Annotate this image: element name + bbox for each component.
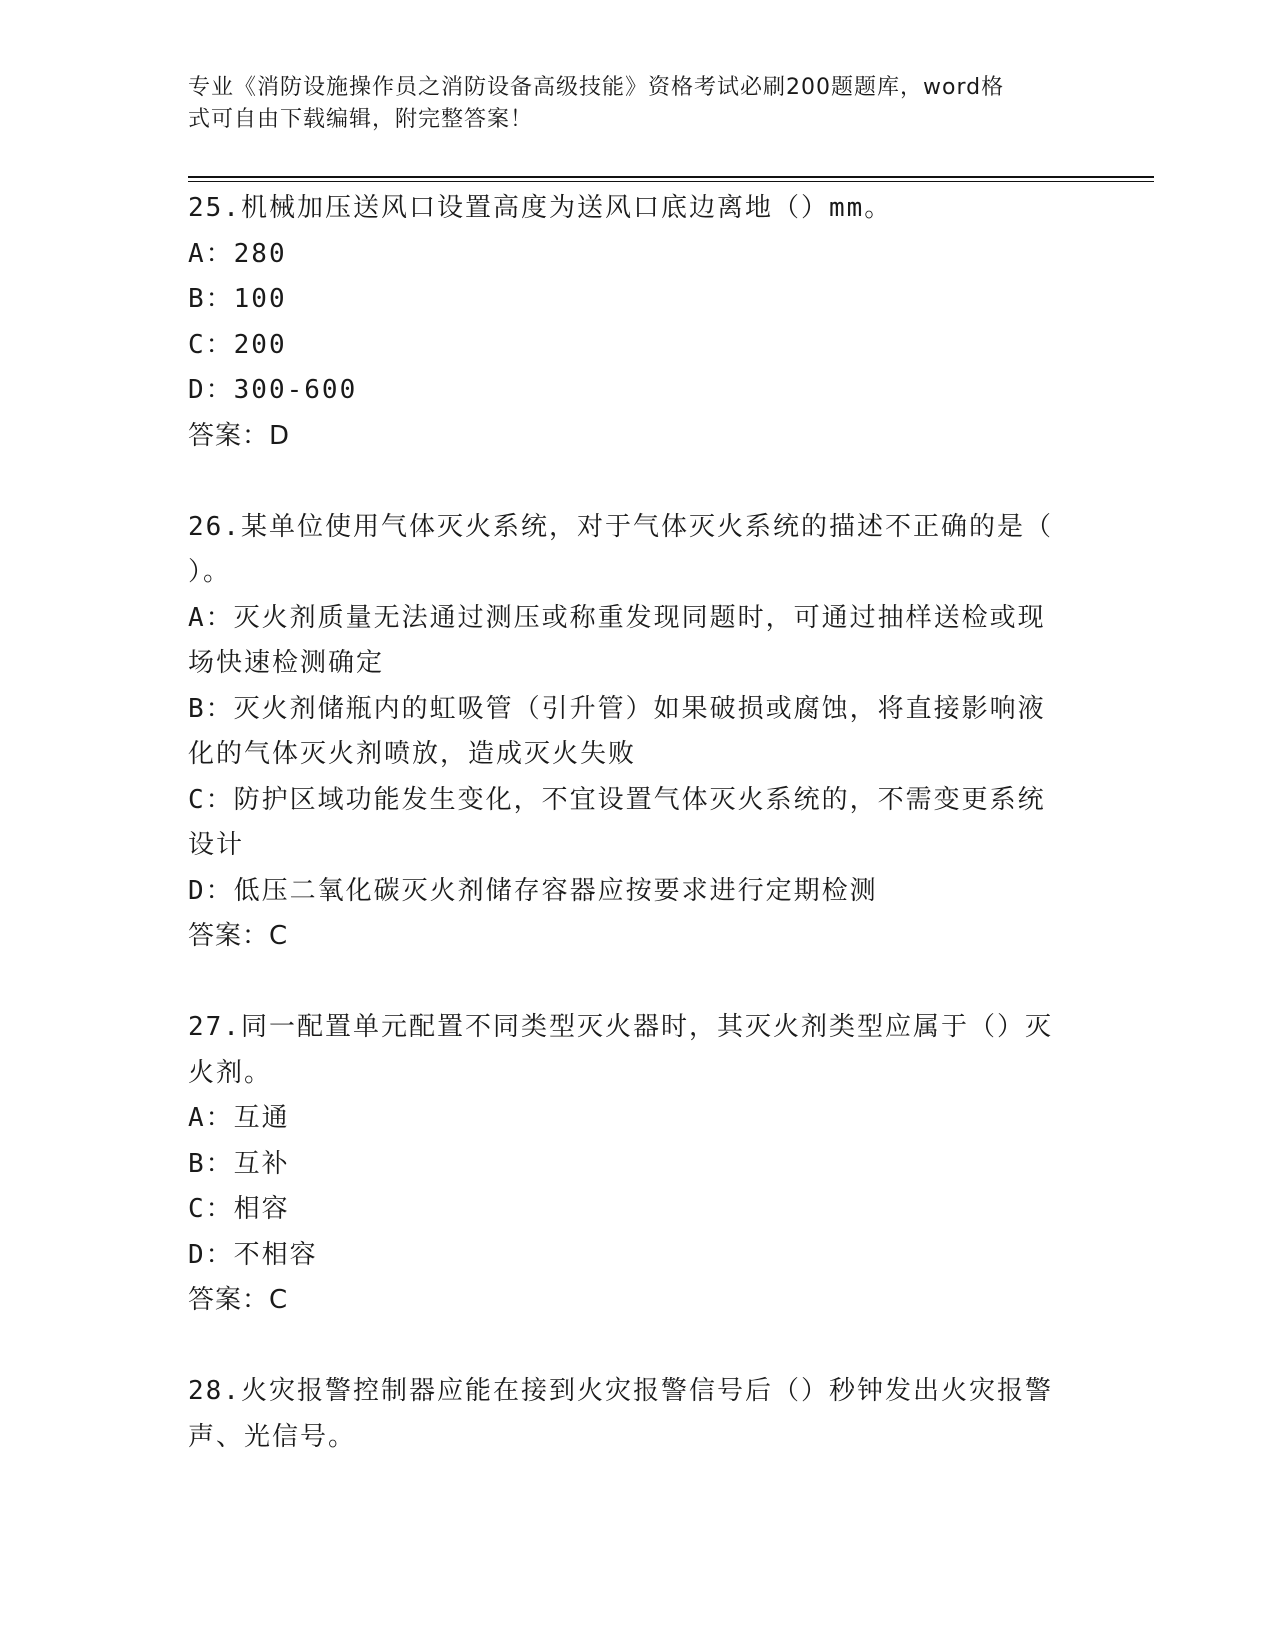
question-stem-cont: 声、光信号。 [188, 1421, 357, 1452]
document-header [188, 72, 1068, 136]
question-26 [188, 505, 1078, 960]
option-a: A：灭火剂质量无法通过测压或称重发现同题时，可通过抽样送检或现 [188, 602, 1046, 633]
header-divider-thin [188, 181, 1154, 182]
question-25 [188, 186, 1078, 459]
question-28 [188, 1369, 1078, 1460]
question-list [188, 186, 1078, 1460]
question-spacer [188, 960, 1078, 1006]
option-a: A：互通 [188, 1103, 290, 1133]
question-stem: 25.机械加压送风口设置高度为送风口底边离地（）mm。 [188, 193, 893, 223]
option-b-cont: 化的气体灭火剂喷放，造成灭火失败 [188, 739, 637, 769]
option-a: A：280 [188, 238, 287, 269]
option-c: C：防护区域功能发生变化，不宜设置气体灭火系统的，不需变更系统 [188, 784, 1046, 815]
option-a-cont: 场快速检测确定 [188, 648, 385, 678]
option-d: D：300-600 [188, 375, 358, 405]
question-stem-cont: ）。 [188, 557, 232, 587]
option-d: D：低压二氧化碳灭火剂储存容器应按要求进行定期检测 [188, 875, 878, 906]
question-stem: 28.火灾报警控制器应能在接到火灾报警信号后（）秒钟发出火灾报警 [188, 1376, 1053, 1406]
header-line-2: 式可自由下载编辑，附完整答案！ [188, 107, 534, 132]
question-spacer [188, 1324, 1078, 1370]
option-b: B：互补 [188, 1148, 290, 1179]
answer-line: 答案：C [188, 921, 289, 951]
answer-line: 答案：C [188, 1285, 289, 1315]
option-b: B：灭火剂储瓶内的虹吸管（引升管）如果破损或腐蚀，将直接影响液 [188, 693, 1046, 724]
question-spacer [188, 459, 1078, 505]
question-stem: 27.同一配置单元配置不同类型灭火器时，其灭火剂类型应属于（）灭 [188, 1012, 1053, 1042]
question-stem-cont: 火剂。 [188, 1057, 273, 1088]
option-c: C：相容 [188, 1194, 290, 1224]
option-c: C：200 [188, 329, 287, 360]
answer-line: 答案：D [188, 420, 291, 451]
option-d: D：不相容 [188, 1239, 318, 1270]
header-line-1: 专业《消防设施操作员之消防设备高级技能》资格考试必刷200题题库，word格 [188, 75, 1005, 100]
question-stem: 26.某单位使用气体灭火系统，对于气体灭火系统的描述不正确的是（ [188, 511, 1053, 542]
header-divider [188, 176, 1154, 178]
option-c-cont: 设计 [188, 830, 245, 860]
option-b: B：100 [188, 284, 287, 314]
question-27 [188, 1005, 1078, 1324]
